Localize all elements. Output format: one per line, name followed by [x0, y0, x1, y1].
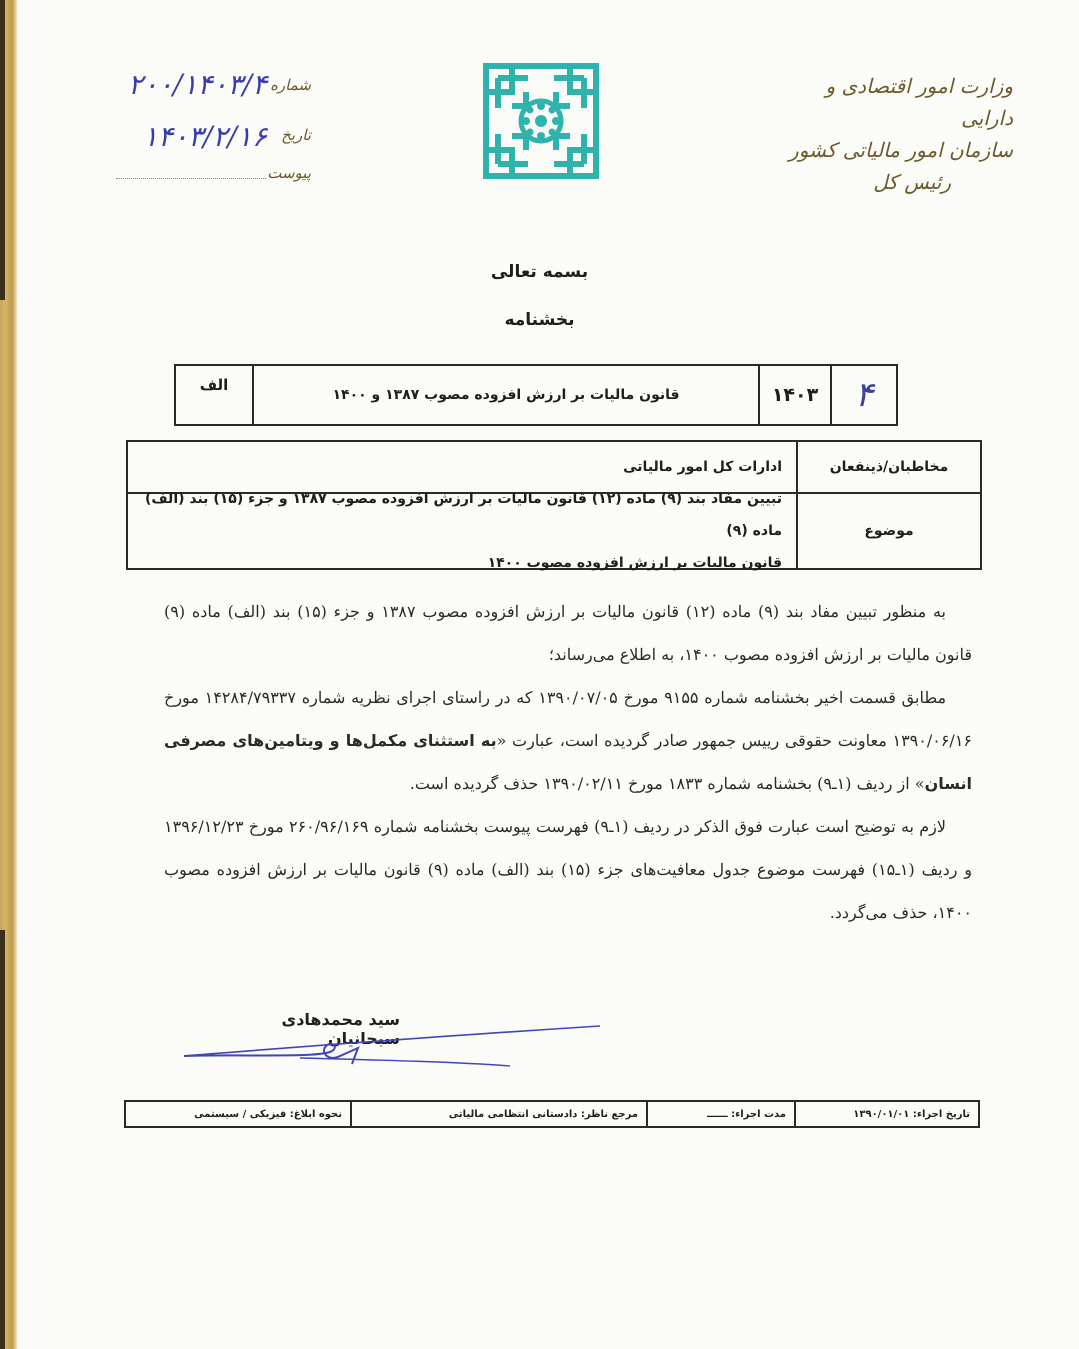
subject-line-1: تبیین مفاد بند (۹) ماده (۱۲) قانون مالیات بر ارزش افزوده مصوب ۱۳۸۷ و جزء (۱۵) بند (الف) ماده (۹)	[144, 491, 782, 539]
circular-year: ۱۴۰۳	[758, 366, 830, 424]
letter-body	[164, 590, 972, 934]
document-type: بخشنامه	[504, 310, 575, 330]
execution-duration: مدت اجراء: ــــــ	[646, 1102, 794, 1126]
circular-series: الف	[199, 376, 229, 394]
tax-organization-logo-icon	[482, 62, 600, 180]
signature-icon	[180, 1022, 610, 1072]
footer-table	[124, 1100, 980, 1128]
paragraph-intro: به منظور تبیین مفاد بند (۹) ماده (۱۲) قانون مالیات بر ارزش افزوده مصوب ۱۳۸۷ و جزء (۱۵) بند (الف) ماده (۹) قانون مالیات بر ارزش افزوده مصوب ۱۴۰۰، به اطلاع می‌رساند؛	[164, 602, 972, 664]
binding-strip	[0, 0, 17, 1349]
subject-line-2: قانون مالیات بر ارزش افزوده مصوب ۱۴۰۰	[487, 555, 782, 571]
recipients-value: ادارات کل امور مالیاتی	[623, 459, 782, 475]
ministry-name: وزارت امور اقتصادی و دارایی	[825, 74, 1013, 130]
number-label: شماره	[270, 76, 311, 94]
recipients-label: مخاطبان/ذینفعان	[796, 442, 980, 492]
paragraph-reference: مطابق قسمت اخیر بخشنامه شماره ۹۱۵۵ مورخ ۱۳۹۰/۰۷/۰۵ که در راستای اجرای نظریه شماره ۱۴۲۸۴/۷۹۳۳۷ مورخ ۱۳۹۰/۰۶/۱۶ معاونت حقوقی رییس جمهور صادر گردیده است، عبارت «به استثنای مکمل‌ها و ویتامین‌های مصرفی انسان» از ردیف (۱ـ۹) بخشنامه شماره ۱۸۳۳ مورخ ۱۳۹۰/۰۲/۱۱ حذف گردیده است.	[164, 688, 972, 793]
notification-method: نحوه ابلاغ: فیزیکی / سیستمی	[194, 1108, 342, 1120]
supervising-authority: مرجع ناظر: دادستانی انتظامی مالیاتی	[350, 1102, 646, 1126]
letter-date: ۱۴۰۳/۲/۱۶	[142, 120, 267, 153]
organization-name: سازمان امور مالیاتی کشور	[789, 138, 1013, 162]
attachment-line	[116, 178, 266, 179]
date-label: تاریخ	[281, 126, 311, 144]
letter-number: ۲۰۰/۱۴۰۳/۴	[127, 68, 267, 101]
subject-value	[128, 491, 796, 571]
subject-row	[128, 491, 980, 571]
paragraph-conclusion: لازم به توضیح است عبارت فوق الذکر در ردیف (۱ـ۹) فهرست پیوست بخشنامه شماره ۲۶۰/۹۶/۱۶۹ مورخ ۱۳۹۶/۱۲/۲۳ و ردیف (۱ـ۱۵) فهرست موضوع جدول معافیت‌های جزء (۱۵) بند (الف) ماده (۹) قانون مالیات بر ارزش افزوده مصوب ۱۴۰۰، حذف می‌گردد.	[164, 817, 972, 922]
attachment-label: پیوست	[267, 164, 311, 182]
law-title: قانون مالیات بر ارزش افزوده مصوب ۱۳۸۷ و ۱۴۰۰	[252, 366, 758, 424]
excluded-phrase: به استثنای مکمل‌ها و ویتامین‌های مصرفی انسان	[164, 731, 972, 793]
basmala: بسمه تعالی	[490, 262, 589, 282]
signer-name: سید محمدهادی سبحانیان	[281, 1010, 400, 1048]
subject-label: موضوع	[796, 494, 980, 568]
circular-code-table	[174, 364, 898, 426]
addressee-table	[126, 440, 982, 570]
head-title: رئیس کل	[873, 170, 951, 194]
letterhead	[783, 70, 1013, 198]
reference-block	[96, 68, 311, 188]
circular-number: ۴	[830, 366, 896, 424]
execution-date: تاریخ اجراء: ۱۳۹۰/۰۱/۰۱	[794, 1102, 978, 1126]
